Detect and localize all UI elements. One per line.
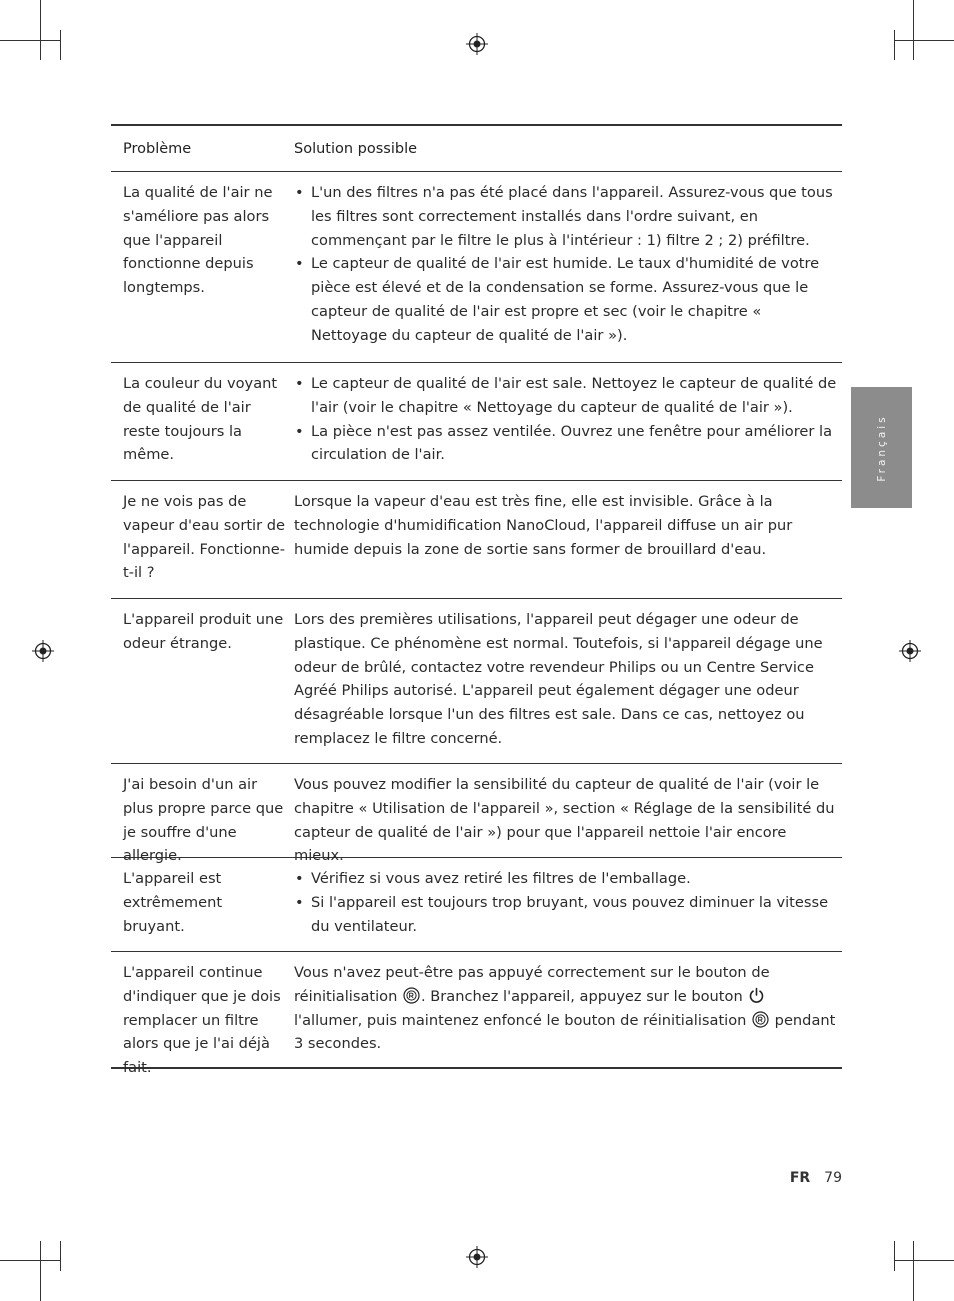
table-row xyxy=(111,363,842,481)
problem-cell: L'appareil produit une odeur étrange. xyxy=(123,611,284,652)
registration-mark-icon xyxy=(32,640,54,662)
table-row xyxy=(111,481,842,599)
crop-mark xyxy=(60,1241,61,1271)
crop-mark xyxy=(0,40,60,41)
solution-bullet: • Vérifiez si vous avez retiré les filtres de l'emballage. xyxy=(294,867,838,891)
solution-cell: Vous pouvez modifier la sensibilité du capteur de qualité de l'air (voir le chapitre « Utilisation de l'appareil », section « Réglage de la sensibilité du capteur de qualité de l'air ») pour que l'appareil nettoie l'air encore mieux. xyxy=(294,776,835,865)
problem-cell: L'appareil continue d'indiquer que je dois remplacer un filtre alors que je l'ai déjà fait. xyxy=(123,964,281,1077)
side-tab-label: Français xyxy=(875,413,888,482)
solution-cell: Lorsque la vapeur d'eau est très fine, elle est invisible. Grâce à la technologie d'humidification NanoCloud, l'appareil diffuse un air pur humide depuis la zone de sortie sans former de brouillard d'eau. xyxy=(294,493,793,558)
table-row xyxy=(111,172,842,363)
registration-mark-icon xyxy=(466,33,488,55)
solution-text: l'allumer, puis maintenez enfoncé le bouton de réinitialisation xyxy=(294,1011,752,1029)
reset-icon xyxy=(752,1011,769,1028)
language-side-tab xyxy=(851,387,912,508)
problem-cell: L'appareil est extrêmement bruyant. xyxy=(123,870,223,935)
solution-text: Vous n'avez peut-être pas appuyé correctement sur le bouton de réinitialisation xyxy=(294,964,770,1005)
crop-mark xyxy=(40,0,41,60)
solution-bullet: • L'un des filtres n'a pas été placé dans l'appareil. Assurez-vous que tous les filtres sont correctement installés dans l'ordre suivant, en commençant par le filtre le plus à l'intérieur : 1) filtre 2 ; 2) préfiltre. xyxy=(294,181,838,252)
header-solution: Solution possible xyxy=(294,140,418,157)
crop-mark xyxy=(913,1241,914,1301)
solution-bullet: • La pièce n'est pas assez ventilée. Ouvrez une fenêtre pour améliorer la circulation de l'air. xyxy=(294,420,838,468)
crop-mark xyxy=(913,0,914,60)
crop-mark xyxy=(60,30,61,60)
problem-cell: J'ai besoin d'un air plus propre parce que je souffre d'une allergie. xyxy=(123,776,284,865)
solution-cell: Lors des premières utilisations, l'appareil peut dégager une odeur de plastique. Ce phénomène est normal. Toutefois, si l'appareil dégage une odeur de brûlé, contactez votre revendeur Philips ou un Centre Service Agréé Philips autorisé. L'appareil peut également dégager une odeur désagréable lorsque l'un des filtres est sale. Dans ce cas, nettoyez ou remplacez le filtre concerné. xyxy=(294,611,823,747)
troubleshooting-table xyxy=(111,124,842,1077)
crop-mark xyxy=(894,30,895,60)
solution-cell xyxy=(294,172,842,362)
table-row xyxy=(111,858,842,952)
problem-cell: La couleur du voyant de qualité de l'air reste toujours la même. xyxy=(123,375,278,464)
solution-text: pendant 3 secondes. xyxy=(294,1011,836,1053)
solution-bullet: • Le capteur de qualité de l'air est sale. Nettoyez le capteur de qualité de l'air (voir le chapitre « Nettoyage du capteur de qualité de l'air »). xyxy=(294,372,838,420)
crop-mark xyxy=(894,40,954,41)
power-icon xyxy=(748,987,765,1004)
problem-cell: Je ne vois pas de vapeur d'eau sortir de l'appareil. Fonctionne-t-il ? xyxy=(123,493,286,582)
language-code: FR xyxy=(789,1170,811,1186)
table-row xyxy=(111,952,842,1077)
solution-text: . Branchez l'appareil, appuyez sur le bouton xyxy=(421,987,748,1005)
page-footer xyxy=(790,1170,842,1186)
table-row xyxy=(111,599,842,764)
crop-mark xyxy=(40,1241,41,1301)
registration-mark-icon xyxy=(466,1246,488,1268)
solution-bullet: • Si l'appareil est toujours trop bruyant, vous pouvez diminuer la vitesse du ventilateur. xyxy=(294,891,838,939)
solution-bullet: • Le capteur de qualité de l'air est humide. Le taux d'humidité de votre pièce est élevé et de la condensation se forme. Assurez-vous que le capteur de qualité de l'air est propre et sec (voir le chapitre « Nettoyage du capteur de qualité de l'air »). xyxy=(294,252,838,347)
solution-cell xyxy=(294,952,842,1067)
header-problem: Problème xyxy=(123,140,192,157)
table-row xyxy=(111,764,842,865)
table-header xyxy=(111,126,842,172)
reset-icon xyxy=(403,987,420,1004)
problem-cell: La qualité de l'air ne s'améliore pas alors que l'appareil fonctionne depuis longtemps. xyxy=(123,184,273,297)
solution-cell xyxy=(294,363,842,480)
crop-mark xyxy=(894,1241,895,1271)
crop-mark xyxy=(0,1260,60,1261)
solution-cell xyxy=(294,858,842,951)
page-number: 79 xyxy=(824,1170,842,1186)
crop-mark xyxy=(894,1260,954,1261)
registration-mark-icon xyxy=(899,640,921,662)
